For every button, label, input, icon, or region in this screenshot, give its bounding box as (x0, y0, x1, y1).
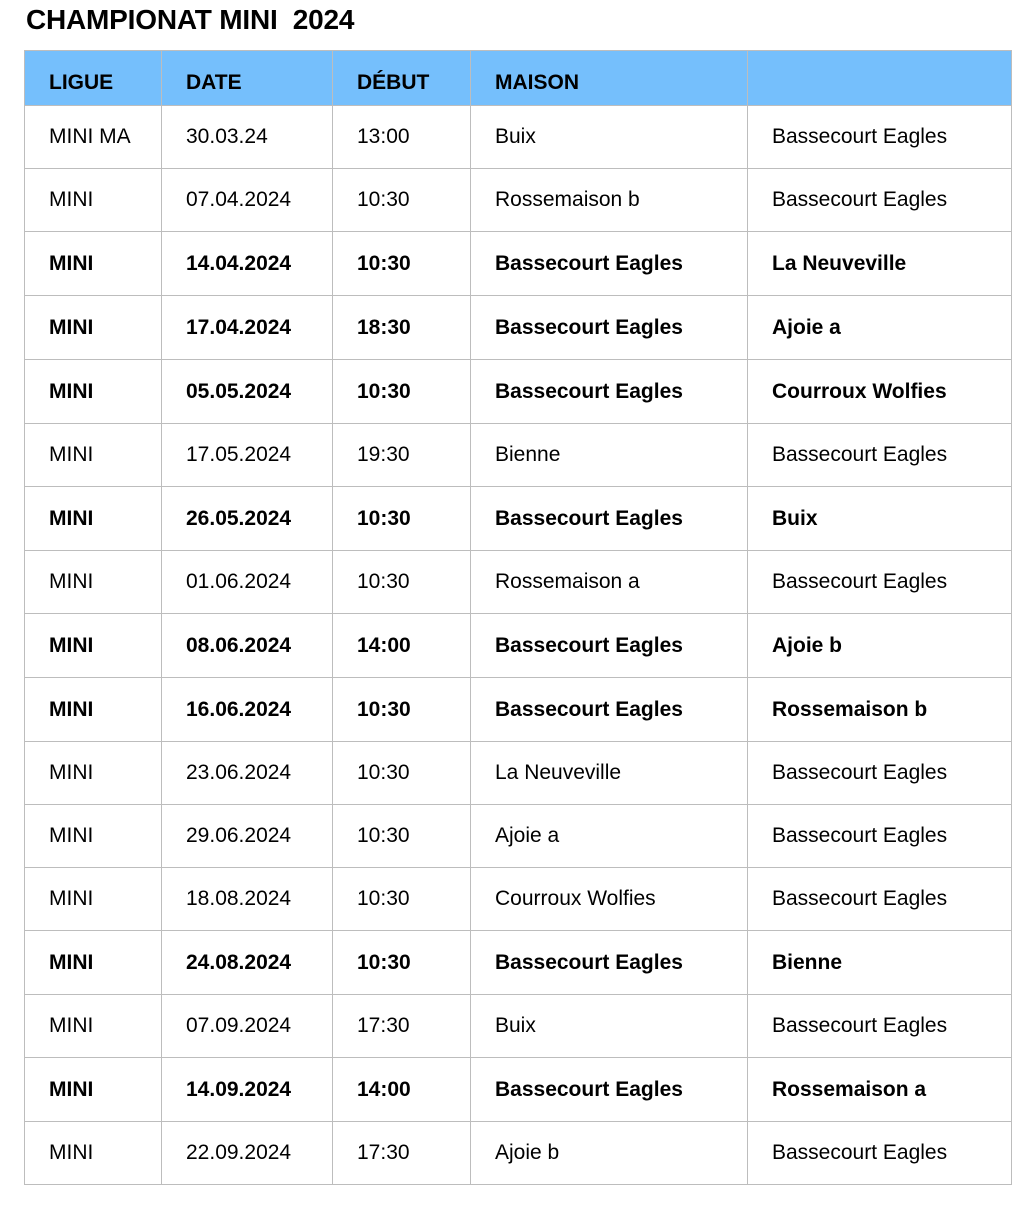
cell-debut: 17:30 (333, 1122, 471, 1185)
table-row (25, 805, 1012, 868)
header-ligue: LIGUE (25, 51, 162, 106)
schedule-table (24, 50, 1012, 1185)
cell-ligue: MINI (25, 296, 162, 360)
cell-maison: Ajoie a (471, 805, 748, 868)
cell-maison: Bienne (471, 424, 748, 487)
cell-ligue: MINI (25, 995, 162, 1058)
schedule-body (25, 106, 1012, 1185)
cell-maison: Buix (471, 106, 748, 169)
cell-debut: 10:30 (333, 169, 471, 232)
cell-debut: 10:30 (333, 678, 471, 742)
cell-maison: Rossemaison a (471, 551, 748, 614)
cell-ligue: MINI (25, 1122, 162, 1185)
cell-visiteur: Rossemaison a (748, 1058, 1012, 1122)
cell-ligue: MINI (25, 1058, 162, 1122)
page-title: CHAMPIONAT MINI 2024 (26, 4, 355, 35)
cell-debut: 10:30 (333, 868, 471, 931)
table-row (25, 169, 1012, 232)
table-row (25, 742, 1012, 805)
cell-debut: 18:30 (333, 296, 471, 360)
cell-debut: 10:30 (333, 232, 471, 296)
cell-ligue: MINI (25, 931, 162, 995)
cell-date: 17.04.2024 (162, 296, 333, 360)
table-row (25, 360, 1012, 424)
cell-visiteur: La Neuveville (748, 232, 1012, 296)
cell-debut: 10:30 (333, 742, 471, 805)
cell-date: 30.03.24 (162, 106, 333, 169)
cell-debut: 14:00 (333, 614, 471, 678)
cell-date: 23.06.2024 (162, 742, 333, 805)
cell-maison: Bassecourt Eagles (471, 931, 748, 995)
table-row (25, 424, 1012, 487)
cell-visiteur: Buix (748, 487, 1012, 551)
table-row (25, 487, 1012, 551)
cell-ligue: MINI (25, 805, 162, 868)
cell-visiteur: Bienne (748, 931, 1012, 995)
table-row (25, 678, 1012, 742)
cell-maison: Bassecourt Eagles (471, 296, 748, 360)
cell-maison: Bassecourt Eagles (471, 360, 748, 424)
cell-date: 05.05.2024 (162, 360, 333, 424)
header-debut: DÉBUT (333, 51, 471, 106)
header-date: DATE (162, 51, 333, 106)
cell-maison: Bassecourt Eagles (471, 614, 748, 678)
table-header-row (25, 51, 1012, 106)
cell-date: 24.08.2024 (162, 931, 333, 995)
cell-maison: Bassecourt Eagles (471, 678, 748, 742)
cell-maison: Rossemaison b (471, 169, 748, 232)
header-visiteur (748, 51, 1012, 106)
cell-ligue: MINI (25, 424, 162, 487)
cell-maison: Bassecourt Eagles (471, 232, 748, 296)
table-row (25, 931, 1012, 995)
cell-visiteur: Courroux Wolfies (748, 360, 1012, 424)
cell-visiteur: Bassecourt Eagles (748, 424, 1012, 487)
cell-date: 16.06.2024 (162, 678, 333, 742)
cell-maison: Courroux Wolfies (471, 868, 748, 931)
cell-visiteur: Bassecourt Eagles (748, 805, 1012, 868)
table-row (25, 551, 1012, 614)
cell-date: 14.04.2024 (162, 232, 333, 296)
cell-visiteur: Ajoie a (748, 296, 1012, 360)
cell-debut: 10:30 (333, 805, 471, 868)
cell-ligue: MINI (25, 232, 162, 296)
cell-date: 18.08.2024 (162, 868, 333, 931)
cell-debut: 10:30 (333, 551, 471, 614)
cell-ligue: MINI (25, 868, 162, 931)
table-row (25, 232, 1012, 296)
cell-maison: Bassecourt Eagles (471, 1058, 748, 1122)
cell-ligue: MINI (25, 678, 162, 742)
cell-visiteur: Bassecourt Eagles (748, 551, 1012, 614)
table-row (25, 995, 1012, 1058)
cell-debut: 10:30 (333, 931, 471, 995)
cell-maison: Bassecourt Eagles (471, 487, 748, 551)
table-row (25, 614, 1012, 678)
cell-date: 14.09.2024 (162, 1058, 333, 1122)
cell-ligue: MINI MA (25, 106, 162, 169)
cell-date: 26.05.2024 (162, 487, 333, 551)
cell-visiteur: Bassecourt Eagles (748, 106, 1012, 169)
cell-date: 07.04.2024 (162, 169, 333, 232)
cell-ligue: MINI (25, 360, 162, 424)
table-row (25, 1058, 1012, 1122)
cell-debut: 10:30 (333, 360, 471, 424)
cell-visiteur: Bassecourt Eagles (748, 995, 1012, 1058)
table-row (25, 868, 1012, 931)
cell-date: 07.09.2024 (162, 995, 333, 1058)
cell-visiteur: Bassecourt Eagles (748, 1122, 1012, 1185)
cell-visiteur: Ajoie b (748, 614, 1012, 678)
table-row (25, 296, 1012, 360)
cell-debut: 17:30 (333, 995, 471, 1058)
cell-visiteur: Bassecourt Eagles (748, 742, 1012, 805)
cell-visiteur: Bassecourt Eagles (748, 169, 1012, 232)
cell-date: 29.06.2024 (162, 805, 333, 868)
cell-date: 08.06.2024 (162, 614, 333, 678)
cell-debut: 10:30 (333, 487, 471, 551)
cell-ligue: MINI (25, 487, 162, 551)
cell-debut: 13:00 (333, 106, 471, 169)
cell-date: 22.09.2024 (162, 1122, 333, 1185)
cell-visiteur: Bassecourt Eagles (748, 868, 1012, 931)
cell-ligue: MINI (25, 169, 162, 232)
cell-visiteur: Rossemaison b (748, 678, 1012, 742)
cell-debut: 19:30 (333, 424, 471, 487)
cell-maison: Buix (471, 995, 748, 1058)
cell-maison: La Neuveville (471, 742, 748, 805)
cell-ligue: MINI (25, 614, 162, 678)
cell-date: 01.06.2024 (162, 551, 333, 614)
header-maison: MAISON (471, 51, 748, 106)
table-row (25, 106, 1012, 169)
table-row (25, 1122, 1012, 1185)
cell-ligue: MINI (25, 551, 162, 614)
cell-date: 17.05.2024 (162, 424, 333, 487)
cell-debut: 14:00 (333, 1058, 471, 1122)
cell-maison: Ajoie b (471, 1122, 748, 1185)
cell-ligue: MINI (25, 742, 162, 805)
